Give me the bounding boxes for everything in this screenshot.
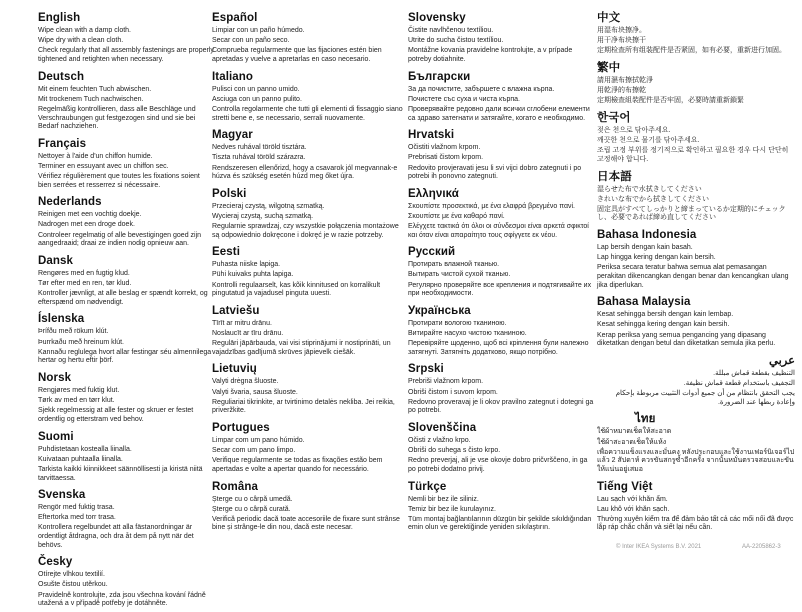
instruction-line: Протирать влажной тканью. (408, 261, 500, 269)
instruction-line: Valyti drėgna šluoste. (212, 378, 279, 386)
language-heading: Türkçe (408, 480, 447, 493)
language-heading: Norsk (38, 371, 72, 384)
column-2 (212, 12, 408, 536)
language-section-bahasa-malaysia (597, 296, 795, 349)
instruction-line: 請用濕布擦拭乾淨 (597, 76, 653, 84)
language-section-norsk (38, 372, 214, 425)
instruction-line: Rendszeresen ellenőrizd, hogy a csavarok jól megvannak-e húzva és szükség esetén húzd meg őket újra. (212, 164, 398, 181)
language-section-italiano (212, 71, 408, 124)
instruction-line: 用干净布块擦干 (597, 37, 646, 45)
instruction-line: เพื่อความแข็งแรงและมั่นคง หลังประกอบและใช้งานเฟอร์นิเจอร์ไปแล้ว 2 สัปดาห์ ควรขันสกรูซ้ำอีกครั้ง จากนั้นหมั่นตรวจสอบและขันให้แน่นอยู่เสมอ (597, 448, 795, 473)
instruction-line: Periksa secara teratur bahwa semua alat pemasangan perakitan dikencangkan dengan benar dan kencangkan ulang jika diperlukan. (597, 264, 789, 289)
instruction-line: Obriši do suhega s čisto krpo. (408, 447, 501, 455)
instruction-line: Comprueba regularmente que las fijaciones estén bien apretadas y vuelve a apretarlas en caso necesario. (212, 47, 382, 63)
instruction-line: Σκουπίστε προσεκτικά, με ένα ελαφρά βρεγμένο πανί. (408, 202, 575, 210)
instruction-line: Prebriši vlažnom krpom. (408, 378, 484, 386)
language-heading: Español (212, 12, 258, 24)
language-section-fanzhong (597, 62, 795, 106)
instruction-line: Σκουπίστε με ένα καθαρό πανί. (408, 212, 505, 220)
instruction-line: Secar com um pano limpo. (212, 447, 296, 455)
instruction-line: Nadrogen met een droge doek. (38, 221, 135, 229)
language-section-magyar (212, 129, 408, 182)
instruction-line: Eftertorka med torr trasa. (38, 514, 116, 522)
language-section-slovenscina (408, 422, 596, 475)
instruction-line: Otírejte vlhkou textilií. (38, 571, 105, 579)
language-section-deutsch (38, 71, 214, 132)
instruction-line: Kuivataan puhtaalla liinalla. (38, 455, 123, 463)
language-section-nederlands (38, 196, 214, 249)
language-heading: Dansk (38, 254, 74, 267)
instruction-line: Montážne kovania pravidelne kontrolujte, a v prípade potreby dotiahnite. (408, 47, 573, 63)
instruction-line: 定期檢查組裝配件是否牢固，必要時請重新鎖緊 (597, 97, 744, 105)
language-heading: Bahasa Indonesia (597, 229, 697, 242)
instruction-line: Проверявайте редовно дали всички сглобени елементи са здраво затегнати и затягайте, когато е необходимо. (408, 105, 590, 122)
instruction-line: Mit trockenem Tuch nachwischen. (38, 95, 144, 103)
language-heading: 繁中 (597, 61, 621, 74)
language-heading: Slovenščina (408, 421, 477, 434)
instruction-line: Протирати вологою тканиною. (408, 319, 507, 327)
instruction-line: Controleer regelmatig of alle bevestigingen goed zijn aangedraaid; draai ze indien nodig opnieuw aan. (38, 231, 202, 248)
instruction-line: Kontroller jævnligt, at alle beslag er spændt korrekt, og efterspænd om nødvendigt. (38, 290, 208, 306)
language-heading: Latviešu (212, 304, 260, 317)
language-section-islenska (38, 313, 214, 366)
language-section-russkiy (408, 246, 596, 299)
language-heading: ไทย (635, 413, 656, 426)
language-heading: English (38, 12, 81, 24)
language-heading: Česky (38, 556, 73, 569)
instruction-line: Kontrolli regulaarselt, kas kõik kinnitused on korralikult pingutatud ja vajadusel pinguta uuesti. (212, 281, 381, 298)
instruction-line: Valyti švaria, sausa šluoste. (212, 388, 298, 396)
language-section-portugues (212, 422, 408, 475)
instruction-line: Secar con un paño seco. (212, 37, 290, 45)
instruction-line: Kesat sehingga kering dengan kain bersih. (597, 321, 730, 329)
instruction-line: Почистете със суха и чиста кърпа. (408, 95, 520, 103)
language-heading: Tiếng Việt (597, 480, 653, 493)
instruction-line: Reguliariai tikrinkite, ar tvirtinimo detalės nekliba. Jei reikia, priveržkite. (212, 398, 395, 415)
instruction-line: التجفيف باستخدام قطعة قماش نظيفة. (683, 379, 795, 387)
instruction-line: Pravidelně kontrolujte, zda jsou všechna kování řádně utažená a v případě potřeby je dotáhněte. (38, 591, 206, 608)
instruction-line: Osušte čistou utěrkou. (38, 581, 108, 589)
instruction-line: Controlla regolarmente che tutti gli elementi di fissaggio siano stretti bene e, se necessario, serrali nuovamente. (212, 105, 403, 122)
instruction-line: يجب التحقق بانتظام من أن جميع أدوات التثبيت مربوطة بإحكام وإعادة ربطها عند الضرورة. (615, 390, 795, 406)
instruction-line: 用湿布块擦净。 (597, 27, 646, 34)
instruction-line: Tør efter med en ren, tør klud. (38, 280, 132, 288)
instruction-line: Sjekk regelmessig at alle fester og skruer er festet ordentlig og etterstram ved behov. (38, 407, 194, 423)
instruction-line: Tiszta ruhával töröld szárazra. (212, 154, 306, 162)
language-section-hrvatski (408, 129, 596, 182)
language-section-suomi (38, 431, 214, 484)
instruction-line: Регулярно проверяйте все крепления и подтягивайте их при необходимости. (408, 281, 592, 298)
instruction-line: Вытирать чистой сухой тканью. (408, 271, 511, 279)
instruction-line: Șterge cu o cârpă curată. (212, 505, 291, 513)
language-heading: Íslenska (38, 313, 85, 326)
language-section-espanol (212, 12, 408, 65)
instruction-line: Rengjøres med fuktig klut. (38, 386, 120, 394)
language-section-thai (597, 413, 795, 474)
instruction-line: Þurrkaðu með hreinum klút. (38, 338, 124, 346)
instruction-line: Tarkista kaikki kiinnikkeet säännöllisesti ja kiristä niitä tarvittaessa. (38, 465, 203, 482)
instruction-line: Vérifiez régulièrement que toutes les fixations soient bien serrées et resserrez si nécessaire. (38, 173, 200, 189)
instruction-line: 조립 고정 부위를 정기적으로 확인하고 필요한 경우 다시 단단히 고정해야 합니다. (597, 147, 789, 163)
instruction-line: Regelmäßig kontrollieren, dass alle Beschläge und Verschraubungen gut festgezogen sind und sie bei Bedarf nachziehen. (38, 105, 196, 131)
language-heading: Русский (408, 246, 456, 259)
language-heading: Lietuvių (212, 363, 257, 376)
instruction-line: Wycieraj czystą, suchą szmatką. (212, 212, 314, 220)
language-heading: Portugues (212, 421, 270, 434)
instruction-line: Mit einem feuchten Tuch abwischen. (38, 85, 152, 93)
language-section-slovensky (408, 12, 596, 65)
instruction-line: Nemli bir bez ile siliniz. (408, 495, 479, 503)
language-heading: Eesti (212, 246, 240, 259)
instruction-line: Terminer en essuyant avec un chiffon sec. (38, 162, 169, 170)
instruction-line: Kerap periksa yang semua pengancing yang dipasang diketatkan dengan betul dan diketatkan semula jika perlu. (597, 331, 776, 348)
instruction-line: ใช้ผ้าหมาดเช็ดให้สะอาด (597, 428, 672, 436)
language-heading: 한국어 (597, 111, 631, 124)
language-heading: Български (408, 70, 471, 83)
instruction-line: Prebrisati čistom krpom. (408, 154, 484, 162)
language-heading: Italiano (212, 70, 254, 83)
language-section-polski (212, 188, 408, 241)
language-heading: Magyar (212, 129, 253, 142)
instruction-line: Tørk av med en tørr klut. (38, 397, 115, 405)
language-section-bahasa-indonesia (597, 229, 795, 290)
language-heading: Hrvatski (408, 129, 455, 142)
instruction-line: ใช้ผ้าสะอาดเช็ดให้แห้ง (597, 438, 667, 446)
language-section-turkce (408, 481, 596, 534)
column-3 (408, 12, 596, 536)
instruction-line: Nettoyer à l'aide d'un chiffon humide. (38, 152, 153, 160)
language-section-srpski (408, 363, 596, 416)
language-section-zhongwen (597, 12, 795, 56)
language-section-bulgarski (408, 71, 596, 124)
instruction-line: Limpiar con un paño húmedo. (212, 27, 305, 34)
language-section-lietuviu (212, 363, 408, 416)
instruction-line: Limpar com um pano húmido. (212, 436, 305, 444)
language-heading: Polski (212, 187, 247, 200)
column-1 (38, 12, 214, 612)
instruction-line: Obriši čistom i suvom krpom. (408, 388, 498, 396)
copyright-notice: © Inter IKEA Systems B.V. 2021 (616, 544, 702, 550)
language-section-hangugeo (597, 112, 795, 165)
language-section-svenska (38, 489, 214, 550)
document-number: AA-2205862-3 (742, 544, 781, 550)
instruction-line: За да почистите, забършете с влажна кърпа. (408, 85, 555, 93)
instruction-line: Temiz bir bez ile kurulayınız. (408, 505, 496, 513)
instruction-line: Regularnie sprawdzaj, czy wszystkie połączenia montażowe są odpowiednio dokręcone i dokręć je w razie potrzeby. (212, 223, 399, 239)
language-section-cesky (38, 556, 214, 609)
instruction-line: Check regularly that all assembly fastenings are properly tightened and retighten when necessary. (38, 47, 214, 63)
instruction-line: Tīrīt ar mitru drānu. (212, 319, 272, 327)
instruction-line: Noslaucīt ar tīru drānu. (212, 330, 284, 337)
instruction-line: Nedves ruhával töröld tisztára. (212, 144, 307, 152)
language-section-eesti (212, 246, 408, 299)
instruction-line: Puhasta niiske lapiga. (212, 261, 281, 269)
language-heading: 中文 (597, 12, 621, 24)
language-heading: Deutsch (38, 70, 85, 83)
language-heading: 日本語 (597, 170, 632, 183)
instruction-line: Kontrollera regelbundet att alla fästanordningar är ordentligt åtdragna, och dra åt dem på nytt när det behövs. (38, 524, 194, 549)
instruction-line: Redovno proveravaj je li okov pravilno zategnut i dotegni ga po potrebi. (408, 398, 594, 415)
instruction-line: Regulāri jāpārbauda, vai visi stiprinājumi ir nostiprināti, un vajadzības gadījumā skrūves jāpievelk ciešāk. (212, 340, 391, 356)
instruction-line: きれいな布でから拭きしてください (597, 195, 709, 203)
instruction-line: Očistiti vlažnom krpom. (408, 144, 481, 152)
instruction-line: Lau khô với khăn sạch. (597, 505, 670, 513)
instruction-line: Pühi kuivaks puhta lapiga. (212, 271, 294, 279)
language-heading: Suomi (38, 430, 74, 443)
language-heading: Bahasa Malaysia (597, 296, 691, 309)
instruction-line: Asciuga con un panno pulito. (212, 95, 302, 103)
column-4 (597, 12, 795, 536)
instruction-line: Lap hingga kering dengan kain bersih. (597, 254, 716, 262)
language-heading: Svenska (38, 489, 86, 502)
instruction-line: Thường xuyên kiểm tra để đảm bảo tất cả các mối nối đã được lắp ráp chắc chắn và siết lại nếu cần. (597, 515, 794, 532)
instruction-line: Перевіряйте щоденно, щоб всі кріплення були належно затягнуті. Затягніть додатково, якщо потрібно. (408, 340, 589, 356)
instruction-line: Rengör med fuktig trasa. (38, 504, 115, 512)
instruction-line: Puhdistetaan kostealla liinalla. (38, 445, 132, 453)
instruction-line: Kannaðu reglulega hvort allar festingar séu almennilega hertar og hertu eftir þörf. (38, 348, 212, 365)
instruction-line: Przecieraj czystą, wilgotną szmatką. (212, 202, 325, 210)
language-section-romana (212, 481, 408, 534)
language-section-dansk (38, 255, 214, 308)
language-section-tieng-viet (597, 481, 795, 534)
instruction-line: Tüm montaj bağlantılarının düzgün bir şekilde sıkıldığından emin olun ve gerektiğinde yeniden sıkılaştırın. (408, 515, 592, 532)
instruction-line: Verifică periodic dacă toate accesoriile de fixare sunt strânse bine și strânge-le din nou, dacă este necesar. (212, 515, 400, 532)
language-section-francais (38, 138, 214, 191)
language-section-nihongo (597, 171, 795, 224)
instruction-line: Rengøres med en fugtig klud. (38, 269, 130, 277)
language-section-latviesu (212, 305, 408, 358)
language-heading: عربي (769, 354, 795, 367)
instruction-line: Utrite do sucha čistou textíliou. (408, 37, 504, 45)
instruction-line: Ελέγχετε τακτικά ότι όλοι οι σύνδεσμοι είναι αρκετά σφικτοί και όταν είναι απαραίτητο τους σφίγγετε εκ νέου. (408, 223, 589, 239)
instruction-line: 固定具がすべてしっかりと締まっているか定期的にチェックし、必要であれば締め直してください (597, 205, 786, 222)
instruction-line: 定期检查所有组装配件是否紧固，如有必要，重新进行加固。 (597, 47, 786, 55)
instruction-line: Șterge cu o cârpă umedă. (212, 495, 293, 503)
footer (0, 544, 802, 558)
instruction-line: Verifique regularmente se todas as fixações estão bem apertadas e volte a apertar quando for necessário. (212, 457, 383, 473)
instruction-line: Lau sạch với khăn ẩm. (597, 495, 668, 503)
instruction-line: Wipe dry with a clean cloth. (38, 37, 124, 45)
instruction-line: Redno preverjaj, ali je vse okovje dobro pričvrščeno, in ga po potrebi dodatno privij. (408, 457, 588, 473)
instruction-line: Pulisci con un panno umido. (212, 85, 300, 93)
instruction-line: Očisti z vlažno krpo. (408, 436, 471, 444)
language-heading: Româna (212, 480, 258, 493)
instruction-line: Čistite navlhčenou textíliou. (408, 27, 494, 34)
language-section-ellinika (408, 188, 596, 241)
instruction-line: 湿らせた布で水拭きしてください (597, 185, 702, 193)
language-heading: Українська (408, 304, 471, 317)
language-section-ukrainska (408, 305, 596, 358)
instruction-line: Lap bersih dengan kain basah. (597, 244, 693, 252)
instruction-line: التنظيف بقطعة قماش مبللة. (713, 369, 795, 377)
language-section-english (38, 12, 214, 65)
instruction-line: Витирайте насухо чистою тканиною. (408, 330, 527, 337)
instruction-line: Kesat sehingga bersih dengan kain lembap. (597, 311, 734, 319)
instruction-line: 젖은 천으로 닦아주세요. (597, 126, 671, 134)
language-heading: Slovensky (408, 12, 466, 24)
language-section-arabic (597, 355, 795, 408)
language-heading: Srpski (408, 363, 444, 376)
instruction-line: Wipe clean with a damp cloth. (38, 27, 131, 34)
instruction-line: Redovito provjeravati jesu li svi vijci dobro zategnuti i po potrebi ih ponovno zategnuti. (408, 164, 582, 181)
instruction-line: 깨끗한 천으로 물기를 닦아주세요. (597, 137, 700, 145)
instruction-line: 用乾淨的布擦乾 (597, 87, 646, 95)
instruction-line: Reinigen met een vochtig doekje. (38, 211, 142, 219)
instruction-line: Þrífðu með rökum klút. (38, 328, 109, 336)
language-heading: Français (38, 137, 87, 150)
language-heading: Ελληνικά (408, 187, 459, 200)
language-heading: Nederlands (38, 196, 102, 209)
